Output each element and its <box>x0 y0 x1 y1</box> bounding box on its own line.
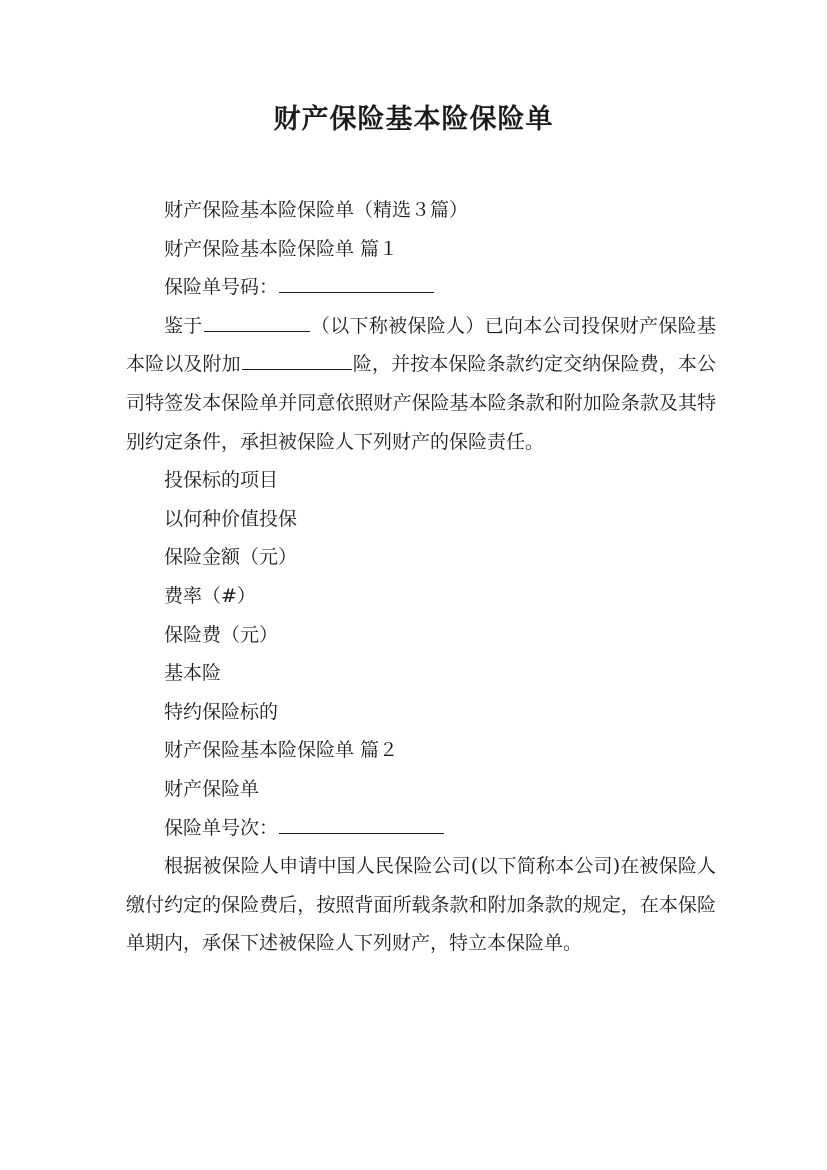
item-premium: 保险费（元） <box>164 623 279 646</box>
policy-number-label: 保险单号码： <box>164 276 279 299</box>
heading-line-part2: 财产保险基本险保险单 篇２ <box>164 739 399 762</box>
additional-insurance-blank <box>242 349 352 370</box>
policy-number-blank <box>279 272 434 293</box>
heading-line-part1: 财产保险基本险保险单 篇１ <box>164 237 399 260</box>
policy-number-line <box>126 268 716 307</box>
item-special-subject: 特约保险标的 <box>164 700 279 723</box>
policy-serial-label: 保险单号次： <box>164 816 279 839</box>
policy-serial-line <box>126 809 716 848</box>
property-policy-heading: 财产保险单 <box>164 777 260 800</box>
document-title: 财产保险基本险保险单 <box>273 104 554 135</box>
insured-name-blank <box>204 311 310 332</box>
item-insured-amount: 保险金额（元） <box>164 546 298 569</box>
document-body <box>126 191 716 963</box>
item-rate: 费率（#） <box>164 584 256 607</box>
paragraph-insured-part-b: （以下称被保险人）已向本公司投保财产保险基本险以及附加 <box>126 314 716 376</box>
paragraph-insured-part-a: 鉴于 <box>164 314 203 337</box>
paragraph-insured-part-c: 险，并按本保险条款约定交纳保险费，本公司特签发本保险单并同意依照财产保险基本险条款和附加险条款及其特别约定条件，承担被保险人下列财产的保险责任。 <box>126 353 716 453</box>
item-basic-insurance: 基本险 <box>164 662 222 685</box>
policy-serial-blank <box>279 813 444 834</box>
item-insured-subject: 投保标的项目 <box>164 469 279 492</box>
paragraph-insured <box>126 307 716 461</box>
paragraph-application: 根据被保险人申请中国人民保险公司(以下简称本公司)在被保险人缴付约定的保险费后，按照背面所载条款和附加条款的规定，在本保险单期内，承保下述被保险人下列财产，特立本保险单。 <box>126 855 716 955</box>
heading-line-selected: 财产保险基本险保险单（精选３篇） <box>164 199 469 221</box>
item-value-basis: 以何种价值投保 <box>164 507 298 530</box>
